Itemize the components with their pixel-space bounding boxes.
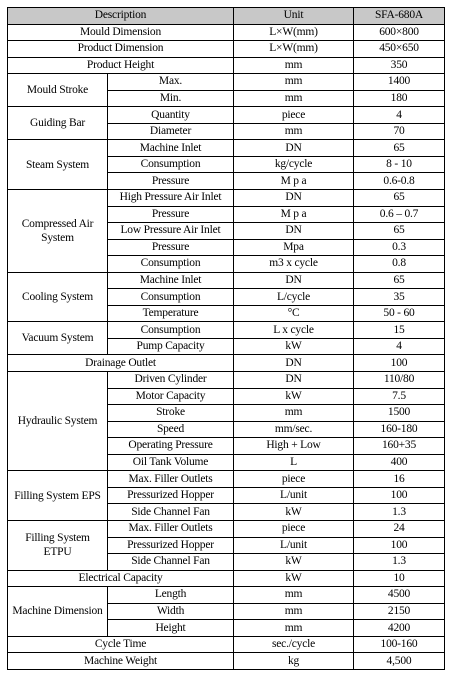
row-value: 450×650 xyxy=(354,41,445,58)
row-parameter: Consumption xyxy=(108,256,234,273)
row-parameter: Consumption xyxy=(108,322,234,339)
row-parameter: Consumption xyxy=(108,289,234,306)
row-unit: kg xyxy=(234,653,354,670)
row-value: 65 xyxy=(354,272,445,289)
row-unit: DN xyxy=(234,223,354,240)
row-value: 15 xyxy=(354,322,445,339)
row-description: Product Dimension xyxy=(8,41,234,58)
row-unit: L×W(mm) xyxy=(234,41,354,58)
row-parameter: Stroke xyxy=(108,405,234,422)
row-parameter: Pressurized Hopper xyxy=(108,487,234,504)
row-value: 100 xyxy=(354,487,445,504)
row-description: Drainage Outlet xyxy=(8,355,234,372)
row-value: 100-160 xyxy=(354,636,445,653)
table-row xyxy=(8,107,445,124)
row-value: 50 - 60 xyxy=(354,305,445,322)
row-description: Cycle Time xyxy=(8,636,234,653)
row-group: Cooling System xyxy=(8,272,108,322)
row-unit: piece xyxy=(234,471,354,488)
row-unit: mm xyxy=(234,123,354,140)
row-unit: °C xyxy=(234,305,354,322)
header-row xyxy=(8,8,445,25)
spec-body xyxy=(8,24,445,669)
row-value: 0.3 xyxy=(354,239,445,256)
table-row xyxy=(8,74,445,91)
row-value: 1400 xyxy=(354,74,445,91)
header-description: Description xyxy=(8,8,234,25)
row-unit: M p a xyxy=(234,173,354,190)
row-unit: mm xyxy=(234,603,354,620)
row-value: 65 xyxy=(354,190,445,207)
row-value: 4,500 xyxy=(354,653,445,670)
row-parameter: High Pressure Air Inlet xyxy=(108,190,234,207)
row-value: 70 xyxy=(354,123,445,140)
row-unit: mm xyxy=(234,620,354,637)
row-parameter: Temperature xyxy=(108,305,234,322)
row-group: Machine Dimension xyxy=(8,587,108,637)
table-row xyxy=(8,272,445,289)
row-parameter: Machine Inlet xyxy=(108,272,234,289)
row-value: 160+35 xyxy=(354,438,445,455)
row-parameter: Max. Filler Outlets xyxy=(108,520,234,537)
row-unit: mm xyxy=(234,90,354,107)
spec-table-container xyxy=(7,7,445,670)
row-parameter: Max. Filler Outlets xyxy=(108,471,234,488)
row-unit: kW xyxy=(234,338,354,355)
row-unit: piece xyxy=(234,107,354,124)
row-parameter: Machine Inlet xyxy=(108,140,234,157)
row-unit: L/unit xyxy=(234,487,354,504)
row-value: 35 xyxy=(354,289,445,306)
row-parameter: Oil Tank Volume xyxy=(108,454,234,471)
header-unit: Unit xyxy=(234,8,354,25)
row-unit: mm xyxy=(234,74,354,91)
row-group: Guiding Bar xyxy=(8,107,108,140)
row-unit: mm/sec. xyxy=(234,421,354,438)
table-row xyxy=(8,653,445,670)
row-unit: kW xyxy=(234,570,354,587)
row-value: 16 xyxy=(354,471,445,488)
row-parameter: Width xyxy=(108,603,234,620)
row-parameter: Diameter xyxy=(108,123,234,140)
row-parameter: Height xyxy=(108,620,234,637)
row-unit: kW xyxy=(234,554,354,571)
row-unit: Mpa xyxy=(234,239,354,256)
row-unit: High + Low xyxy=(234,438,354,455)
row-value: 110/80 xyxy=(354,372,445,389)
row-value: 24 xyxy=(354,520,445,537)
row-group: Mould Stroke xyxy=(8,74,108,107)
row-unit: M p a xyxy=(234,206,354,223)
row-value: 65 xyxy=(354,223,445,240)
row-value: 8 - 10 xyxy=(354,156,445,173)
row-parameter: Consumption xyxy=(108,156,234,173)
table-row xyxy=(8,372,445,389)
row-value: 160-180 xyxy=(354,421,445,438)
row-unit: m3 x cycle xyxy=(234,256,354,273)
row-parameter: Max. xyxy=(108,74,234,91)
row-group: Hydraulic System xyxy=(8,372,108,471)
row-unit: kW xyxy=(234,504,354,521)
header-model: SFA-680A xyxy=(354,8,445,25)
row-parameter: Pressure xyxy=(108,173,234,190)
row-value: 100 xyxy=(354,355,445,372)
table-row xyxy=(8,570,445,587)
row-unit: piece xyxy=(234,520,354,537)
row-group: Vacuum System xyxy=(8,322,108,355)
row-group: Compressed Air System xyxy=(8,190,108,273)
row-unit: L/unit xyxy=(234,537,354,554)
row-value: 1.3 xyxy=(354,504,445,521)
row-unit: mm xyxy=(234,405,354,422)
row-unit: L xyxy=(234,454,354,471)
row-unit: L×W(mm) xyxy=(234,24,354,41)
row-parameter: Pressurized Hopper xyxy=(108,537,234,554)
row-parameter: Side Channel Fan xyxy=(108,504,234,521)
row-unit: mm xyxy=(234,57,354,74)
table-row xyxy=(8,322,445,339)
row-value: 400 xyxy=(354,454,445,471)
row-unit: L x cycle xyxy=(234,322,354,339)
row-parameter: Pump Capacity xyxy=(108,338,234,355)
row-value: 1500 xyxy=(354,405,445,422)
row-group: Steam System xyxy=(8,140,108,190)
table-row xyxy=(8,57,445,74)
table-row xyxy=(8,471,445,488)
table-row xyxy=(8,520,445,537)
row-unit: DN xyxy=(234,190,354,207)
row-group: Filling System ETPU xyxy=(8,520,108,570)
row-unit: L/cycle xyxy=(234,289,354,306)
table-row xyxy=(8,24,445,41)
row-unit: sec./cycle xyxy=(234,636,354,653)
row-value: 100 xyxy=(354,537,445,554)
row-parameter: Length xyxy=(108,587,234,604)
row-value: 4 xyxy=(354,107,445,124)
row-value: 180 xyxy=(354,90,445,107)
row-value: 600×800 xyxy=(354,24,445,41)
row-value: 1.3 xyxy=(354,554,445,571)
row-parameter: Operating Pressure xyxy=(108,438,234,455)
table-row xyxy=(8,140,445,157)
table-row xyxy=(8,41,445,58)
row-value: 10 xyxy=(354,570,445,587)
row-description: Product Height xyxy=(8,57,234,74)
row-unit: kW xyxy=(234,388,354,405)
spec-table xyxy=(7,7,445,670)
row-group: Filling System EPS xyxy=(8,471,108,521)
row-parameter: Pressure xyxy=(108,239,234,256)
table-row xyxy=(8,636,445,653)
row-parameter: Side Channel Fan xyxy=(108,554,234,571)
row-value: 2150 xyxy=(354,603,445,620)
row-unit: DN xyxy=(234,372,354,389)
row-value: 4200 xyxy=(354,620,445,637)
row-unit: DN xyxy=(234,140,354,157)
row-parameter: Quantity xyxy=(108,107,234,124)
row-value: 4500 xyxy=(354,587,445,604)
row-unit: mm xyxy=(234,587,354,604)
row-parameter: Driven Cylinder xyxy=(108,372,234,389)
row-description: Machine Weight xyxy=(8,653,234,670)
row-parameter: Pressure xyxy=(108,206,234,223)
row-value: 65 xyxy=(354,140,445,157)
row-parameter: Motor Capacity xyxy=(108,388,234,405)
row-value: 0.6 – 0.7 xyxy=(354,206,445,223)
row-description: Mould Dimension xyxy=(8,24,234,41)
row-unit: kg/cycle xyxy=(234,156,354,173)
row-value: 350 xyxy=(354,57,445,74)
table-row xyxy=(8,190,445,207)
row-unit: DN xyxy=(234,355,354,372)
row-unit: DN xyxy=(234,272,354,289)
row-value: 4 xyxy=(354,338,445,355)
row-parameter: Min. xyxy=(108,90,234,107)
table-row xyxy=(8,355,445,372)
row-parameter: Low Pressure Air Inlet xyxy=(108,223,234,240)
table-row xyxy=(8,587,445,604)
row-parameter: Speed xyxy=(108,421,234,438)
row-description: Electrical Capacity xyxy=(8,570,234,587)
row-value: 0.8 xyxy=(354,256,445,273)
row-value: 7.5 xyxy=(354,388,445,405)
row-value: 0.6-0.8 xyxy=(354,173,445,190)
